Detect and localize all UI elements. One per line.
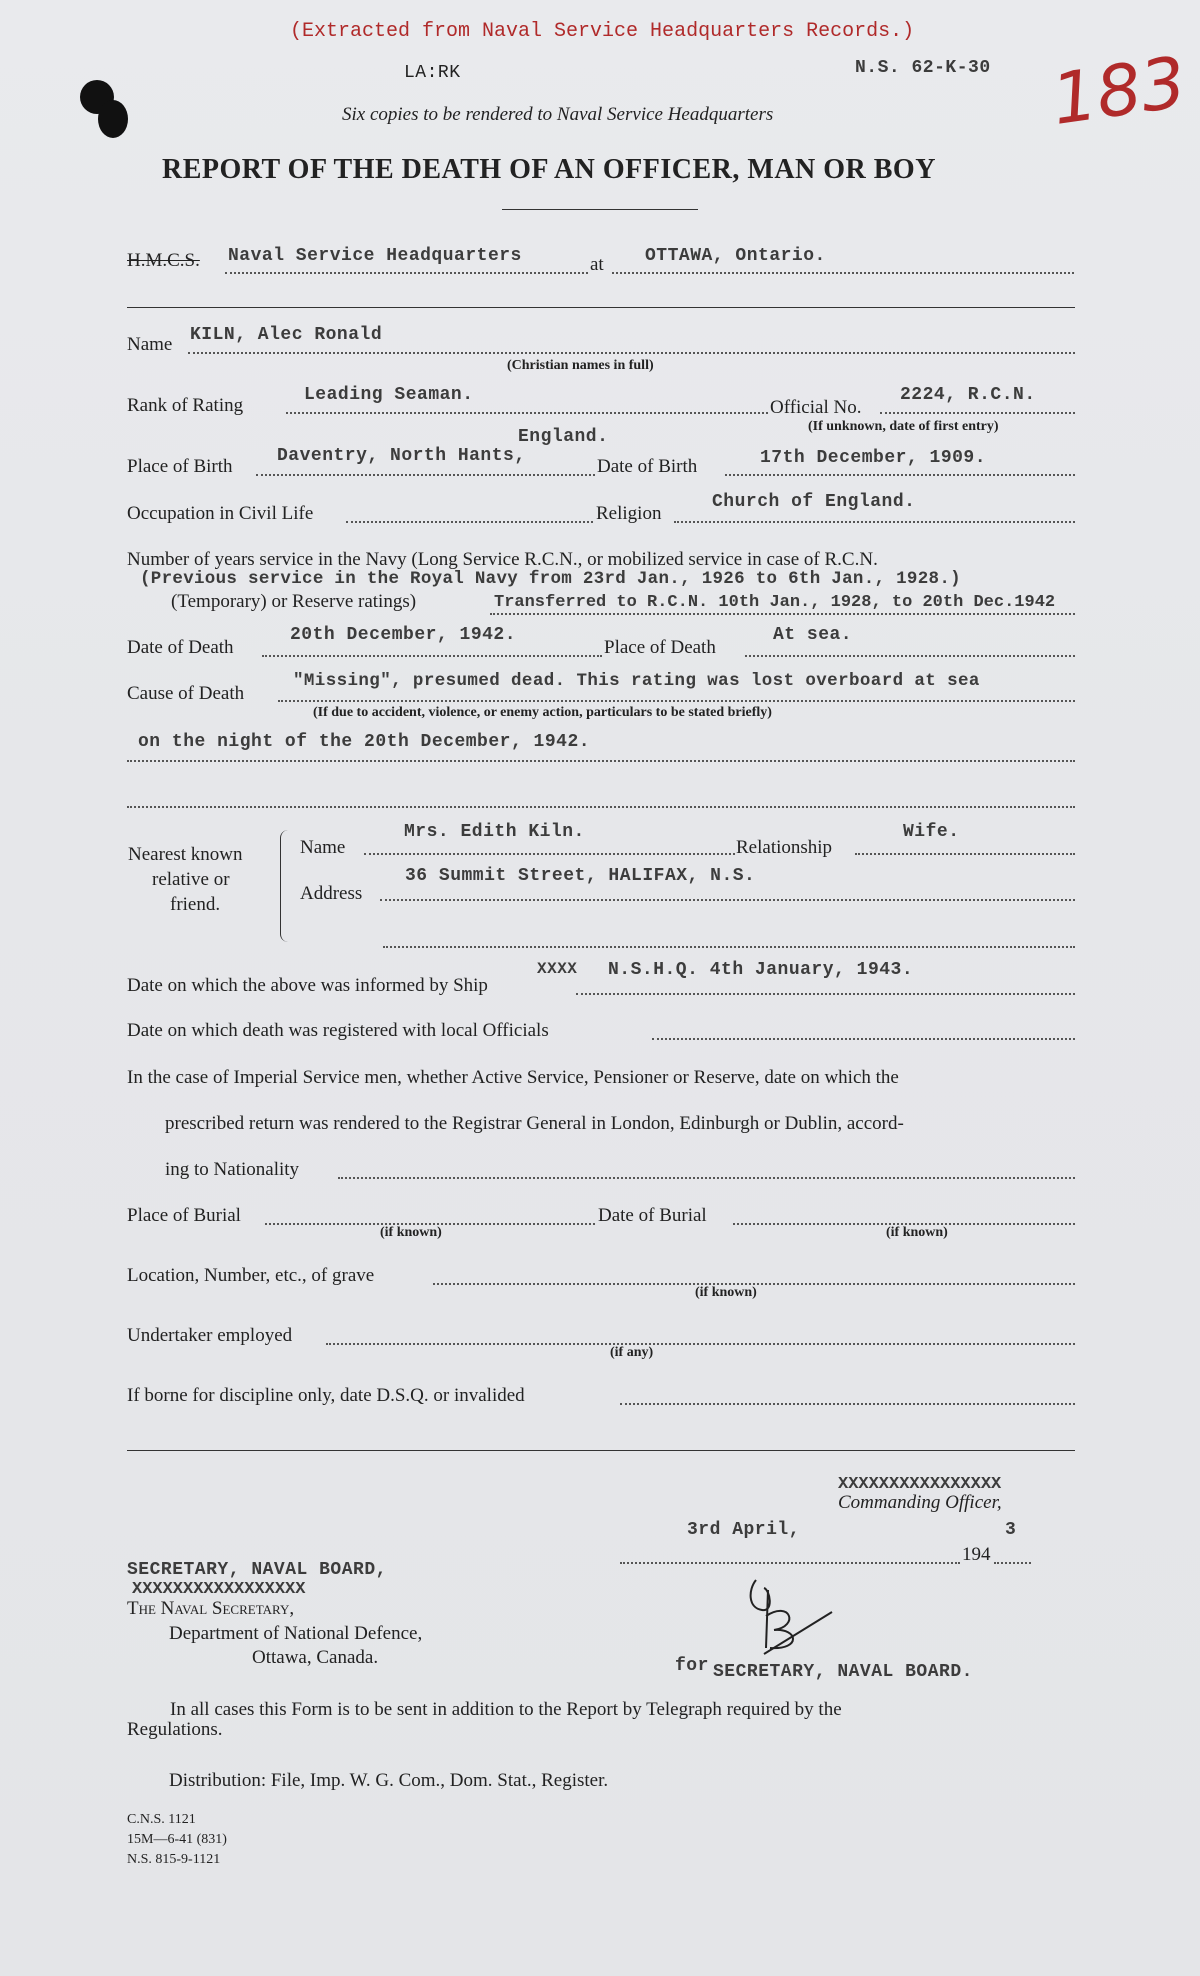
signature-date-dots [620,1562,960,1564]
official-no-value: 2224, R.C.N. [900,385,1036,405]
official-no-hint: (If unknown, date of first entry) [808,419,999,434]
relative-name-label: Name [300,837,346,858]
registered-dots [652,1038,1075,1040]
distribution-line: Distribution: File, Imp. W. G. Com., Dom. Stat., Register. [169,1770,609,1791]
form-code-1: C.N.S. 1121 [127,1812,196,1827]
grave-label: Location, Number, etc., of grave [127,1265,375,1286]
death-date-value: 20th December, 1942. [290,625,517,645]
title-underline [502,209,698,210]
relative-name-value: Mrs. Edith Kiln. [404,822,585,842]
addressee-strike: XXXXXXXXXXXXXXXXX [132,1580,306,1599]
informed-dots [576,993,1075,995]
rank-dots [286,412,768,414]
grave-hint: (if known) [695,1285,757,1300]
official-no-label: Official No. [770,397,862,418]
section-rule-top [127,307,1075,308]
handwritten-number: 183 [1046,41,1191,141]
cause-label: Cause of Death [127,683,245,704]
reference-right: N.S. 62-K-30 [855,58,991,78]
addressee-typed-line: SECRETARY, NAVAL BOARD, [127,1560,387,1580]
ship-at-dots [612,272,1074,274]
cause-dots-2 [127,760,1075,762]
informed-strike: XXXX [537,960,578,978]
official-no-dots [880,412,1075,414]
signature-initials [740,1570,840,1660]
addressee-line2: Department of National Defence, [169,1623,423,1644]
relative-name-dots [364,853,735,855]
undertaker-hint: (if any) [610,1345,654,1360]
death-place-label: Place of Death [604,637,716,658]
signature-year-prefix: 194 [962,1544,991,1565]
relative-brace [280,830,291,942]
religion-dots [674,521,1075,523]
service-dots [490,613,1075,615]
imperial-line3: ing to Nationality [165,1159,300,1180]
ship-dots [225,272,588,274]
religion-value: Church of England. [712,492,916,512]
footer-note-line2: Regulations. [127,1719,223,1740]
birthplace-label: Place of Birth [127,456,233,477]
rank-value: Leading Seaman. [304,385,474,405]
religion-label: Religion [596,503,662,524]
ship-at-value: OTTAWA, Ontario. [645,246,826,266]
cause-hint: (If due to accident, violence, or enemy action, particulars to be stated briefly) [313,705,772,720]
birthplace-value-line2: Daventry, North Hants, [277,446,526,466]
reference-left: LA:RK [404,63,461,83]
occupation-dots [346,521,593,523]
imperial-dots [338,1177,1075,1179]
name-hint: (Christian names in full) [507,358,654,373]
birthdate-dots [725,474,1075,476]
relative-group-label-2: relative or [152,869,230,890]
cause-value-line2: on the night of the 20th December, 1942. [138,732,591,752]
section-rule-bottom [127,1450,1075,1451]
name-label: Name [127,334,173,355]
for-value: SECRETARY, NAVAL BOARD. [713,1662,973,1682]
for-prefix: for [675,1656,709,1676]
ink-blot-small [98,100,128,138]
co-label: Commanding Officer, [838,1492,1002,1513]
burial-date-label: Date of Burial [598,1205,707,1226]
cause-dots [278,700,1075,702]
name-dots [188,352,1075,354]
cause-value-line1: "Missing", presumed dead. This rating was lost overboard at sea [293,671,980,691]
co-strike: XXXXXXXXXXXXXXXX [838,1475,1002,1494]
occupation-label: Occupation in Civil Life [127,503,314,524]
page-title: REPORT OF THE DEATH OF AN OFFICER, MAN OR BOY [162,154,936,185]
burial-place-hint: (if known) [380,1225,442,1240]
footer-note-line1: In all cases this Form is to be sent in addition to the Report by Telegraph required by the [170,1699,842,1720]
signature-date-value: 3rd April, [687,1520,801,1540]
death-place-value: At sea. [773,625,853,645]
relative-group-label-3: friend. [170,894,221,915]
relationship-label: Relationship [736,837,833,858]
relationship-dots [855,853,1075,855]
relative-address-label: Address [300,883,363,904]
informed-value: N.S.H.Q. 4th January, 1943. [608,960,914,980]
registered-label: Date on which death was registered with local Officials [127,1020,549,1041]
birthplace-dots [256,474,595,476]
birthdate-value: 17th December, 1909. [760,448,987,468]
relative-address-dots-2 [383,946,1075,948]
ship-label: H.M.C.S. [127,250,200,271]
relative-address-dots [380,899,1075,901]
burial-place-label: Place of Burial [127,1205,241,1226]
burial-date-hint: (if known) [886,1225,948,1240]
imperial-line1: In the case of Imperial Service men, whether Active Service, Pensioner or Reserve, date on which the [127,1067,899,1088]
death-date-label: Date of Death [127,637,234,658]
signature-year-suffix: 3 [1005,1520,1017,1540]
birthdate-label: Date of Birth [597,456,698,477]
informed-label: Date on which the above was informed by Ship [127,975,488,996]
undertaker-dots [326,1343,1075,1345]
signature-year-dots [994,1562,1031,1564]
addressee-line3: Ottawa, Canada. [252,1647,379,1668]
form-code-3: N.S. 815-9-1121 [127,1852,221,1867]
relationship-value: Wife. [903,822,960,842]
addressee-line1: The Naval Secretary, [127,1598,295,1619]
undertaker-label: Undertaker employed [127,1325,293,1346]
discipline-label: If borne for discipline only, date D.S.Q. or invalided [127,1385,525,1406]
birthplace-value-line1: England. [518,427,609,447]
ship-at-label: at [590,254,604,275]
relative-address-value: 36 Summit Street, HALIFAX, N.S. [405,866,756,886]
service-label-line2: (Temporary) or Reserve ratings) [171,591,417,612]
relative-group-label-1: Nearest known [128,844,243,865]
death-place-dots [745,655,1075,657]
death-date-dots [262,655,602,657]
ship-value: Naval Service Headquarters [228,246,522,266]
copies-note: Six copies to be rendered to Naval Service Headquarters [342,104,774,125]
extracted-note: (Extracted from Naval Service Headquarters Records.) [290,20,915,43]
cause-dots-3 [127,806,1075,808]
form-code-2: 15M—6-41 (831) [127,1832,227,1847]
service-label-line1: Number of years service in the Navy (Long Service R.C.N., or mobilized service in case of R.C.N. [127,549,878,570]
name-value: KILN, Alec Ronald [190,325,383,345]
imperial-line2: prescribed return was rendered to the Registrar General in London, Edinburgh or Dublin, accord- [165,1113,904,1134]
rank-label: Rank of Rating [127,395,244,416]
service-value-line2: Transferred to R.C.N. 10th Jan., 1928, to 20th Dec.1942 [494,593,1056,612]
discipline-dots [620,1403,1075,1405]
service-value-line1: (Previous service in the Royal Navy from 23rd Jan., 1926 to 6th Jan., 1928.) [140,569,961,589]
